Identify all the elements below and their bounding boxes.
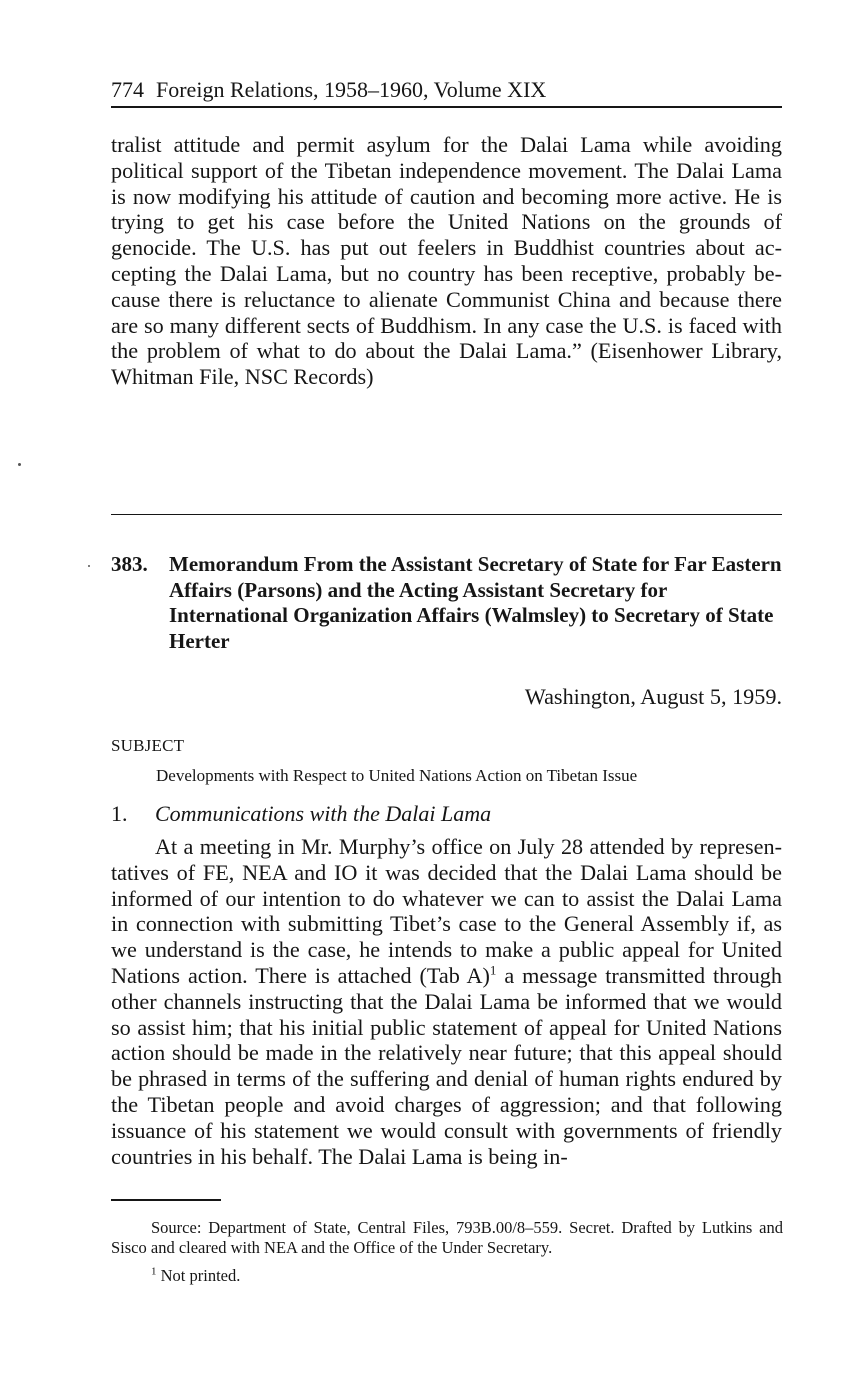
- document-number: 383.: [111, 552, 148, 576]
- running-title: Foreign Relations, 1958–1960, Volume XIX: [156, 77, 547, 102]
- document-title: Memorandum From the Assistant Secretary of State for Far Eastern Affairs (Parsons) and the Acting Assistant Secretary for International Organization Affairs (Walmsley) to Secretary of State Herter: [169, 552, 782, 653]
- section-number: 1.: [111, 801, 128, 826]
- section-divider: [111, 514, 782, 515]
- subject-label: SUBJECT: [111, 736, 185, 755]
- subject-text: Developments with Respect to United Nations Action on Tibetan Issue: [156, 766, 638, 785]
- paragraph-text-a: At a meeting in Mr. Murphy’s office on July 28 attended by representatives of FE, NEA and IO it was decided that the Dalai Lama should be informed of our intention to do whatever we can to assist the Dalai Lama in connection with submitting Tibet’s case to the General Assembly if, as we understand is the case, he intends to make a public appeal for United Nations action. There is attached (Tab A): [111, 834, 782, 988]
- footnote-1-text: Not printed.: [160, 1266, 241, 1285]
- header-rule: [111, 106, 782, 108]
- scan-speck: [18, 463, 21, 466]
- running-head: [111, 76, 782, 104]
- scan-speck: [88, 565, 90, 567]
- footnote-1-mark: 1: [151, 1265, 157, 1278]
- footnote-reference: 1: [489, 962, 497, 978]
- continuation-paragraph: tralist attitude and permit asylum for the Dalai Lama while avoiding political support of the Tibetan independence movement. The Dalai Lama is now modifying his attitude of caution and becoming more active. He is trying to get his case before the United Nations on the grounds of genocide. The U.S. has put out feelers in Buddhist countries about accepting the Dalai Lama, but no country has been receptive, probably because there is reluctance to alienate Communist China and because there are so many different sects of Buddhism. In any case the U.S. is faced with the problem of what to do about the Dalai Lama.” (Eisenhower Library, Whitman File, NSC Records): [111, 132, 782, 390]
- section-heading: [111, 801, 782, 827]
- source-note: Source: Department of State, Central Files, 793B.00/8–559. Secret. Drafted by Lutkins and Sisco and cleared with NEA and the Office of the Under Secretary.: [111, 1218, 783, 1257]
- dateline: Washington, August 5, 1959.: [524, 684, 782, 709]
- footnote-rule: [111, 1199, 221, 1201]
- paragraph-text-b: a message transmitted through other channels instructing that the Dalai Lama be informed that we would so assist him; that his initial public statement of appeal for United Nations action should be made in the relatively near future; that this appeal should be phrased in terms of the suffering and denial of human rights endured by the Tibetan people and avoid charges of aggression; and that following issuance of his statement we would consult with governments of friendly countries in his behalf. The Dalai Lama is being in-: [111, 962, 782, 1169]
- section-title: Communications with the Dalai Lama: [155, 801, 492, 826]
- page-number: 774: [111, 77, 144, 102]
- body-paragraph: [111, 834, 782, 1169]
- footnote-1: [111, 1266, 783, 1286]
